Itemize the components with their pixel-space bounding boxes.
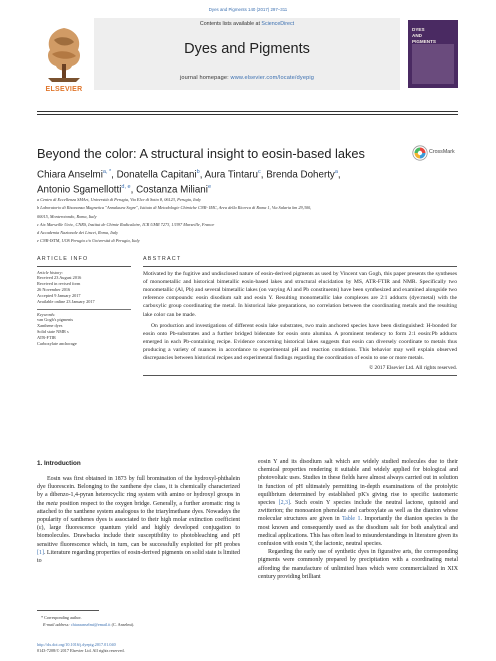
elsevier-tree-logo: [40, 18, 88, 90]
issn-copyright: 0143-7208/© 2017 Elsevier Ltd. All rights reserved.: [37, 648, 125, 654]
corresponding-author-note: * Corresponding author.: [41, 615, 82, 620]
keyword-item: ATR-FTIR: [37, 335, 56, 341]
affiliation-line: e CNR-ISTM, UOS Perugia c/o Università di Perugia, Italy: [37, 238, 140, 244]
cover-title-line: AND: [412, 32, 422, 38]
author-affiliation-marker[interactable]: a: [334, 169, 338, 175]
email-suffix: (C. Anselmi).: [110, 622, 135, 627]
keyword-item: Xanthene dyes: [37, 322, 63, 328]
affiliation-line: 00015, Monterotondo, Roma, Italy: [37, 213, 97, 219]
author-name[interactable]: Aura Tintaru: [204, 169, 259, 181]
body-column-left: [37, 475, 240, 565]
bottom-metadata: [37, 642, 287, 655]
affiliation-line: b Laboratorio di Risonanza Magnetica "Annalaura Segre", Istituto di Metodologie Chimiche CNR- IMC, Area della Ricerca di Roma 1, Via Salaria km 29,300,: [37, 205, 312, 211]
affiliations: [37, 196, 457, 246]
email-link[interactable]: chiaraanselmi@email.it: [70, 622, 111, 627]
journal-homepage: [94, 75, 400, 81]
table-link[interactable]: Table 1: [341, 516, 361, 523]
journal-name: Dyes and Pigments: [184, 41, 310, 57]
abstract-heading: ABSTRACT: [143, 256, 182, 262]
author-name[interactable]: Brenda Doherty: [266, 169, 335, 181]
citation-link[interactable]: [2,3]: [278, 500, 290, 507]
contents-line: [94, 21, 400, 27]
author-separator: ,: [130, 184, 137, 196]
masthead-center: [94, 18, 400, 90]
masthead-rule-thin: [37, 114, 458, 115]
homepage-link[interactable]: www.elsevier.com/locate/dyepig: [230, 75, 315, 81]
keyword-item: Solid state NMR s: [37, 329, 69, 335]
email-label: E-mail address:: [43, 622, 71, 627]
author-separator: ,: [111, 169, 117, 181]
body-text: position respect to the oxygen bridge. Generally, a further aromatic ring is attached to the xanthene system analogous to the triarylmethane dyes. Nowadays the popularity of xanthenes dyes is associated to their high molar extinction coefficient (ε), large fluorescence quantum yield and highly developed conjugation to biomolecules. Drawbacks include their susceptibility to photobleaching and pH sensitive fluorescence which, in turn, can be successfully exploited for pH probes: [37, 500, 240, 548]
author-affiliation-marker[interactable]: e: [207, 184, 211, 191]
history-list: [37, 275, 131, 305]
keywords-list: [37, 317, 131, 347]
keyword-item: van Gogh's pigments: [37, 316, 74, 322]
author-separator: ,: [260, 169, 267, 181]
cover-title: [412, 27, 436, 44]
article-title: Beyond the color: A structural insight to eosin-based lakes: [37, 146, 365, 161]
body-text: Eosin was first obtained in 1873 by full bromination of the hydroxyl-phthalein dye fluorescein. Belonging to the xanthene dye class, it is chemically characterized by a dibenzo-1,4-pyran heterocyclic ring system with amino or hydroxyl groups in the: [37, 476, 240, 507]
author-name[interactable]: Antonio Sgamellotti: [37, 184, 122, 196]
abstract-paragraph: On production and investigations of different eosin lake substrates, two main anchored species have been distinguished: H-bonded for eosin onto Pb-substrates and a further bridged bidentate for eosin onto alumina. A prominent tendency to form 2:1 eosin:Pb adducts emerged in each Pb-containing recipe. Evidence concerning historical lakes suggests that eosin can diversely coordinate to metals thus producing a variety of nuances in accordance to experimental pH and reaction conditions. This behavior may well explain observed discrepancies between historical recipes and experimental findings regarding the coordination of eosin to one or more metals.: [143, 322, 457, 362]
abstract-copyright: © 2017 Elsevier Ltd. All rights reserved.: [369, 364, 457, 371]
citation-link[interactable]: [1]: [37, 549, 44, 556]
journal-reference[interactable]: Dyes and Pigments 140 (2017) 297–311: [208, 7, 288, 12]
history-item: Accepted 9 January 2017: [37, 293, 81, 299]
crossmark-icon: [412, 145, 428, 161]
author-list: [37, 166, 437, 197]
cover-title-line: DYES: [412, 27, 425, 32]
crossmark-badge[interactable]: [412, 145, 458, 165]
abstract-rule: [143, 266, 457, 267]
article-info: [37, 256, 131, 347]
article-info-rule: [37, 266, 131, 267]
affiliation-line: c Aix Marseille Univ., CNRS, Institut de Chimie Radicalaire, ICR UMR 7273, 13397 Marseille, France: [37, 221, 215, 227]
crossmark-label: CrossMark: [429, 149, 455, 155]
cover-image: [412, 44, 454, 84]
author-separator: ,: [199, 169, 205, 181]
journal-masthead: [40, 18, 458, 104]
keywords-heading: Keywords:: [37, 311, 56, 317]
body-column-right: [258, 458, 458, 581]
author-name[interactable]: Chiara Anselmi: [37, 169, 103, 181]
body-paragraph: [258, 458, 458, 548]
sciencedirect-link[interactable]: ScienceDirect: [261, 21, 295, 27]
author-affiliation-marker[interactable]: c: [258, 169, 261, 175]
abstract-bottom-rule: [143, 375, 457, 376]
homepage-prefix: journal homepage:: [179, 75, 231, 81]
body-text: eosin Y and its disodium salt which are widely studied molecules due to their chemical properties rendering it suitable and widely applied for biological and photovoltaic uses. Studies in these fields have almost always carried out in solution in function of pH ultimately permitting in-depth examinations of the protolytic equilibrium determined by established pK's giving rise to specific tautomeric species: [258, 459, 458, 507]
contents-prefix: Contents lists available at: [199, 21, 262, 27]
author-affiliation-marker[interactable]: d, e: [121, 184, 131, 191]
affiliation-line: d Accademia Nazionale dei Lincei, Roma, Italy: [37, 230, 119, 236]
author-affiliation-marker[interactable]: b: [196, 169, 200, 175]
body-paragraph: Regarding the early use of synthetic dyes in figurative arts, the corresponding pigments were commonly prepared by precipitation with a coordinating metal affording the manufacture of unlimited hues which were commercialized in XIX century providing brilliant: [258, 549, 458, 580]
author-affiliation-marker[interactable]: a, *: [102, 169, 112, 175]
email-note: [37, 621, 240, 628]
section-heading: 1. Introduction: [37, 460, 81, 467]
footnote-rule: [37, 610, 99, 611]
body-text: . Importantly the dianion species is the most known and consequently used as the disodium salt for both analytical and medical applications. This has often lead to misunderstandings in literature given its confusion with eosin Y, the lactonic, neutral species.: [258, 516, 458, 548]
article-info-heading: ARTICLE INFO: [37, 256, 89, 262]
history-item: Received in revised form: [37, 280, 81, 286]
history-item: 26 November 2016: [37, 286, 71, 292]
doi-link[interactable]: http://dx.doi.org/10.1016/j.dyepig.2017.01.040: [37, 642, 116, 647]
author-separator: ,: [337, 169, 341, 181]
history-item: Available online 23 January 2017: [37, 299, 95, 305]
cover-title-line: PIGMENTS: [412, 38, 436, 44]
affiliation-line: a Centro di Eccellenza SMArt, Università di Perugia, Via Elce di Sotto 8, 06123, Perugia, Italy: [37, 197, 201, 202]
body-text-italic: meta: [46, 500, 58, 507]
journal-cover-thumbnail: [408, 20, 458, 88]
author-name[interactable]: Donatella Capitani: [116, 169, 197, 181]
history-item: Received 23 August 2016: [37, 274, 82, 280]
body-text: . Literature regarding properties of eosin-derived pigments on solid state is limited to: [37, 549, 240, 565]
abstract: [143, 256, 457, 375]
article-info-separator: [37, 309, 131, 310]
abstract-paragraph: Motivated by the fugitive and undisclosed nature of eosin-derived pigments as used by Vincent van Gogh, this paper presents the syntheses of monometallic and historical bimetallic eosin-based lakes and structural elucidation by MS, ATR-FTIR and NMR. Specifically two monometallic (Al, Pb) and several bimetallic lakes (on varying Al and Pb constituents) have been synthesized and examined alongside two reference compounds: eosin disodium salt and eosin Y. Resulting monometallic lake complexes are 2:1 adducts (dye:metal) with the carboxylic group coordinating the metal. In historical lake preparations, no correlation between the coordinating metals and the resulting lake color can be made.: [143, 270, 457, 318]
publisher-name: ELSEVIER: [45, 86, 83, 93]
keyword-item: Carboxylate anchorage: [37, 341, 77, 347]
history-heading: Article history:: [37, 269, 64, 275]
footnotes: [37, 614, 240, 628]
author-name[interactable]: Costanza Miliani: [136, 184, 208, 196]
body-text: . Such eosin Y species include the neutral lactone, quinoid and zwitterion; the monoanion phenolate and carboxylate as well as the dianion whose molecular structures are given in: [258, 500, 458, 523]
masthead-rule: [37, 111, 458, 112]
